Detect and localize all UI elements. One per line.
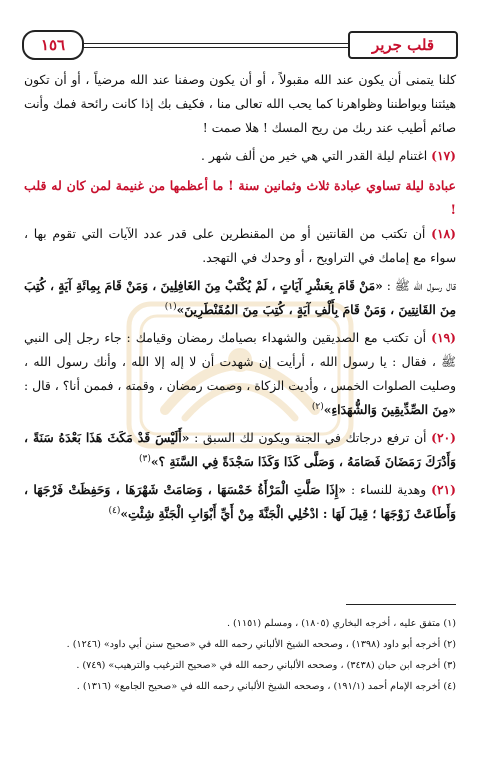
item-19	[24, 326, 456, 422]
hadith-block	[24, 274, 456, 322]
footnote-2: (٢) أخرجه أبو داود (١٣٩٨) ، وصححه الشيخ الألباني رحمه الله في «صحيح سنن أبي داود» (١٢٤٦) .	[66, 639, 456, 650]
header-rule	[82, 43, 348, 48]
item-text: أن تكتب مع الصديقين والشهداء بصيامك رمضان وقيامك : جاء رجل إلى النبي ﷺ ، فقال : يا رسول الله ، أرأيت إن شهدت أن لا إله إلا الله ، وأنك رسول الله ، وصليت الصلوات الخمس ، وأديت الزكاة ، وصمت رمضان ، وقمته ، فممن أنا؟ ، قال :	[24, 331, 456, 393]
paragraph-intro: كلنا يتمنى أن يكون عند الله مقبولاً ، أو أن يكون وصفنا عند الله مرضياً ، أو أن تكون هيئتنا وبواطننا وظواهرنا كما يحب الله تعالى منا ، فكيف بك إذا كانت رائحة فمك وأنت صائم أطيب عند ربك من ريح المسك ! هلا صمت !	[24, 73, 456, 135]
footnote-ref: (٣)	[139, 453, 151, 464]
item-number: (١٨)	[431, 226, 456, 241]
item-text: اغتنام ليلة القدر التي هي خير من ألف شهر .	[201, 149, 428, 163]
item-20	[24, 426, 456, 474]
item-number: (٢٠)	[431, 430, 456, 445]
footnote-ref: (٤)	[108, 505, 121, 516]
footnote-3: (٣) أخرجه ابن حبان (٣٤٣٨) ، وصححه الألباني رحمه الله في «صحيح الترغيب والترهيب» (٧٤٩) .	[76, 660, 456, 671]
item-17	[24, 144, 456, 168]
section-heading: عبادة ليلة تساوي عبادة ثلاث وثمانين سنة ! ما أعظمها من غنيمة لمن كان له قلب !	[24, 178, 456, 217]
hadith-text: «مَنْ قَامَ بِعَشْرِ آيَاتٍ ، لَمْ يُكْتَبْ مِنَ الغَافِلِينَ ، وَمَنْ قَامَ بِمِائَةِ آيَةٍ ، كُتِبَ مِنَ القَانِتِينَ ، وَمَنْ قَامَ بِأَلْفِ آيَةٍ ، كُتِبَ مِنَ المُقَنْطَرِينَ»	[24, 278, 456, 317]
item-text: وهدية للنساء :	[350, 483, 427, 497]
footnote-ref: (١)	[164, 301, 177, 312]
footnote-1: (١) متفق عليه ، أخرجه البخاري (١٨٠٥) ، ومسلم (١١٥١) .	[226, 618, 456, 629]
page-header	[22, 30, 458, 58]
footnote-ref: (٢)	[311, 401, 324, 412]
item-number: (١٧)	[431, 148, 456, 163]
item-quote: «مِنَ الصِّدِّيقِينَ وَالشُّهَدَاءِ»	[323, 402, 456, 417]
main-text	[24, 68, 456, 526]
item-number: (٢١)	[431, 482, 456, 497]
item-text: أن تكتب من القانتين أو من المقنطرين على قدر عدد الآيات التي تقوم بها ، سواء مع إمامك في التراويح ، أو وحدك في التهجد.	[24, 227, 456, 265]
item-text: أن ترفع درجاتك في الجنة ويكون لك السبق :	[194, 431, 427, 445]
item-quote: «إِذَا صَلَّتِ الْمَرْأَةُ خَمْسَهَا ، وَصَامَتْ شَهْرَهَا ، وَحَفِظَتْ فَرْجَهَا ، وَأَطَاعَتْ زَوْجَهَا ؛ قِيلَ لَهَا : ادْخُلِي الْجَنَّةَ مِنْ أَيِّ أَبْوَابِ الْجَنَّةِ شِئْتِ»	[24, 482, 456, 521]
item-21	[24, 478, 456, 526]
hadith-intro: قال رسول الله ﷺ :	[386, 279, 457, 293]
item-number: (١٩)	[431, 330, 456, 345]
footnotes	[24, 604, 456, 697]
page-number: ١٥٦	[22, 30, 84, 60]
footnote-rule	[346, 604, 456, 605]
item-quote: «أَلَيْسَ قَدْ مَكَثَ هَذَا بَعْدَهُ سَنَةً ، وَأَدْرَكَ رَمَضَانَ فَصَامَهُ ، وَصَلَّى كَذَا وَكَذَا سَجْدَةً فِي السَّنَةِ ؟»	[24, 430, 456, 469]
book-title: قلب جرير	[348, 31, 458, 59]
item-18	[24, 222, 456, 270]
footnote-4: (٤) أخرجه الإمام أحمد (١٩١/١) ، وصححه الشيخ الألباني رحمه الله في «صحيح الجامع» (١٣١٦) .	[76, 681, 456, 692]
